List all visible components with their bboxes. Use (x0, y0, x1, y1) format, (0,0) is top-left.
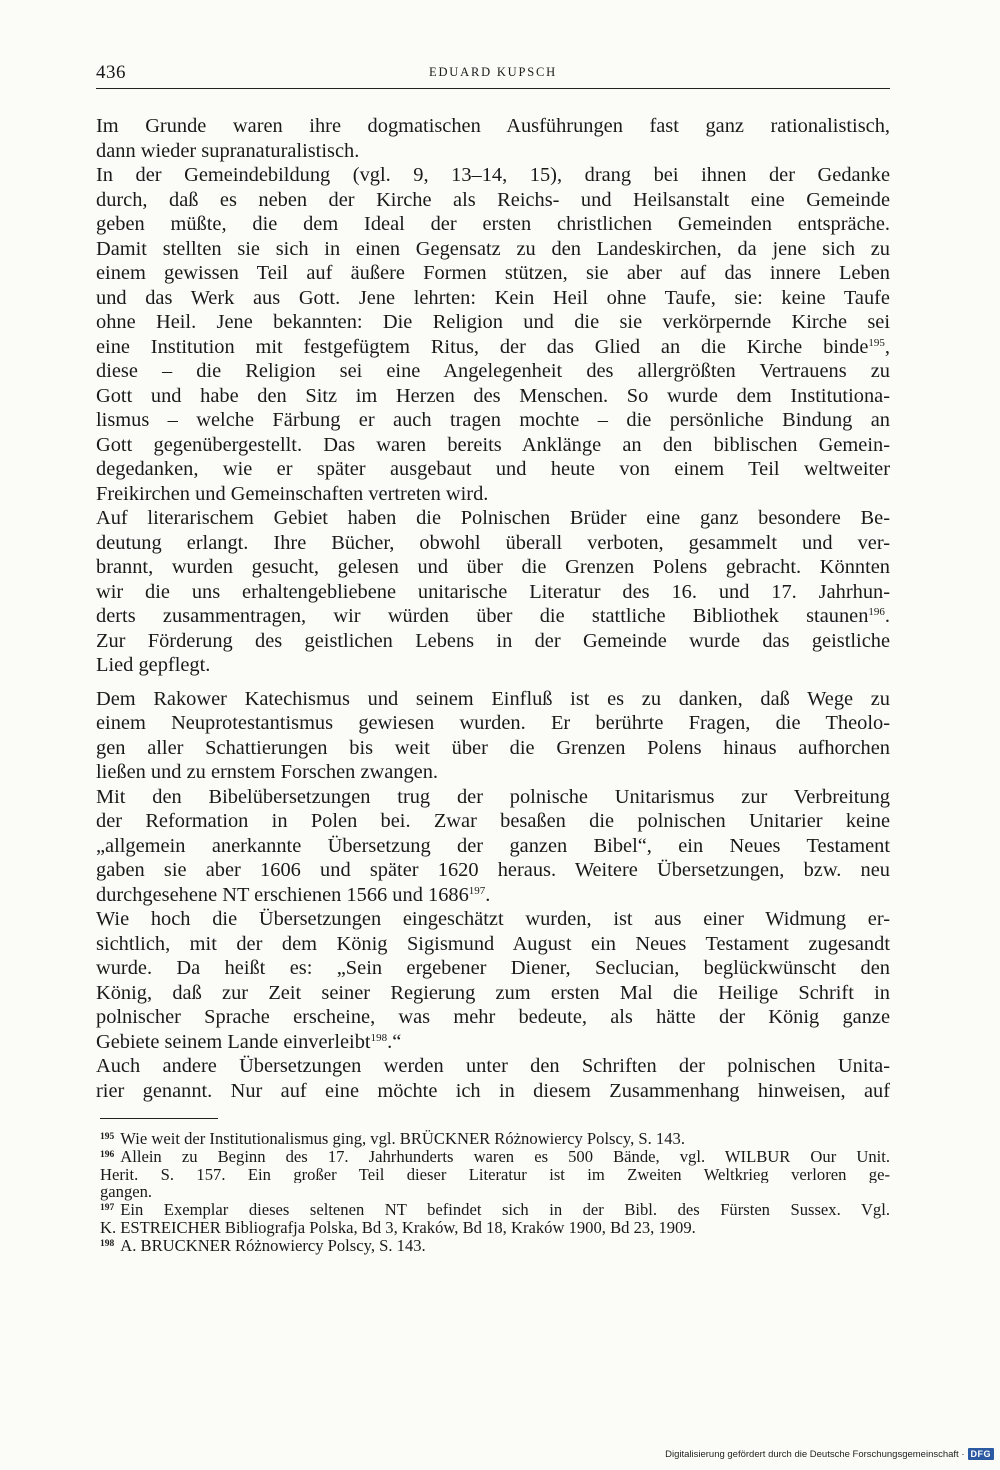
text-line (96, 335, 890, 360)
text-line: deutung erlangt. Ihre Bücher, obwohl überall verboten, gesammelt und ver- (96, 531, 890, 554)
funding-note (665, 1448, 994, 1460)
footnote-text: A. BRUCKNER Różnowiercy Polscy, S. 143. (120, 1236, 426, 1255)
punctuation: , (884, 335, 890, 358)
text-line: rier genannt. Nur auf eine möchte ich in diesem Zusammenhang hinweisen, auf (96, 1079, 890, 1102)
footnote-line: gangen. (100, 1183, 153, 1202)
paragraph (96, 163, 890, 506)
text-line: „allgemein anerkannte Übersetzung der ganzen Bibel“, ein Neues Testament (96, 834, 890, 857)
footnote-line: K. ESTREICHER Bibliografja Polska, Bd 3, Kraków, Bd 18, Kraków 1900, Bd 23, 1909. (100, 1218, 696, 1237)
text-line: ließen und zu ernstem Forschen zwangen. (96, 761, 439, 783)
punctuation: . (485, 883, 491, 906)
footnote-line (100, 1148, 890, 1166)
text-line: der Reformation in Polen bei. Zwar besaßen die polnischen Unitarier keine (96, 810, 890, 832)
main-text (96, 114, 890, 1103)
text-line: Mit den Bibelübersetzungen trug der polnische Unitarismus zur Verbreitung (96, 785, 890, 808)
footnote-mark: 195 (100, 1132, 115, 1142)
running-title: EDUARD KUPSCH (429, 65, 557, 79)
footnote-text: Wie weit der Institutionalismus ging, vgl. BRÜCKNER Różnowiercy Polscy, S. 143. (120, 1130, 685, 1148)
paragraph (96, 687, 890, 785)
text-line: brannt, wurden gesucht, gelesen und über die Grenzen Polens gebracht. Könnten (96, 556, 890, 578)
text-line: geben müßte, die dem Ideal der ersten christlichen Gemeinden entspräche. (96, 213, 890, 235)
footnote (100, 1148, 890, 1201)
footnote-mark: 197 (100, 1203, 115, 1214)
text-line (96, 604, 890, 629)
text-line: Auf literarischem Gebiet haben die Polnischen Brüder eine ganz besondere Be- (96, 507, 890, 529)
footnote-divider (100, 1118, 218, 1119)
text-line: Zur Förderung des geistlichen Lebens in der Gemeinde wurde das geistliche (96, 629, 890, 652)
text-line: polnischer Sprache erscheine, was mehr bedeute, als hätte der König ganze (96, 1006, 890, 1028)
paragraph (96, 506, 890, 678)
text-line: Gott gegenübergestellt. Das waren bereits Anklänge an den biblischen Gemein- (96, 433, 890, 456)
text-line: Lied gepflegt. (96, 654, 211, 676)
page-number: 436 (96, 62, 126, 83)
text-line: diese – die Religion sei eine Angelegenheit des allergrößten Vertrauens zu (96, 360, 890, 382)
footnote-text: Allein zu Beginn des 17. Jahrhunderts waren es 500 Bände, vgl. WILBUR Our Unit. (120, 1147, 890, 1166)
text-line: lismus – welche Färbung er auch tragen mochte – die persönliche Bindung an (96, 409, 890, 431)
text-line: wurde. Da heißt es: „Sein ergebener Diener, Seclucian, beglückwünscht den (96, 957, 890, 979)
footnote-line (100, 1201, 890, 1219)
text-line: Damit stellten sie sich in einen Gegensatz zu den Landeskirchen, da jene sich zu (96, 237, 890, 260)
footnote-line: Herit. S. 157. Ein großer Teil dieser Literatur ist im Zweiten Weltkrieg verloren ge- (100, 1165, 890, 1184)
punctuation: .“ (387, 1030, 402, 1053)
footnote-ref: 195 (868, 336, 885, 349)
footnote-ref: 196 (868, 606, 885, 618)
paragraph (96, 907, 890, 1054)
text-segment: Gebiete seinem Lande einverleibt (96, 1030, 371, 1053)
footnote-line (100, 1237, 890, 1255)
text-line: durch, daß es neben der Kirche als Reichs- und Heilsanstalt eine Gemeinde (96, 188, 890, 211)
text-line: degedanken, wie er später ausgebaut und heute von einem Teil weltweiter (96, 458, 890, 480)
text-line: dann wieder supranaturalistisch. (96, 139, 360, 162)
punctuation: . (884, 605, 890, 627)
footnotes (100, 1130, 890, 1255)
text-line: Im Grunde waren ihre dogmatischen Ausführungen fast ganz rationalistisch, (96, 115, 890, 137)
text-line: sichtlich, mit der dem König Sigismund August ein Neues Testament zugesandt (96, 932, 890, 955)
dfg-logo: DFG (968, 1448, 995, 1460)
footnote-ref: 198 (370, 1031, 388, 1044)
text-segment: derts zusammentragen, wir würden über die stattliche Bibliothek staunen (96, 605, 869, 627)
text-line: König, daß zur Zeit seiner Regierung zum ersten Mal die Heilige Schrift in (96, 981, 890, 1004)
text-line: Wie hoch die Übersetzungen eingeschätzt wurden, ist aus einer Widmung er- (96, 908, 890, 930)
paragraph (96, 114, 890, 163)
text-line: ohne Heil. Jene bekannten: Die Religion und die sie verkörpernde Kirche sei (96, 311, 890, 333)
funding-text: Digitalisierung gefördert durch die Deutsche Forschungsgemeinschaft · (665, 1448, 965, 1460)
text-line: wir die uns erhaltengebliebene unitarische Literatur des 16. und 17. Jahrhun- (96, 580, 890, 603)
footnote (100, 1201, 890, 1237)
text-segment: durchgesehene NT erschienen 1566 und 1686 (96, 883, 469, 906)
text-line: einem Neuprotestantismus gewiesen wurden. Er berührte Fragen, die Theolo- (96, 712, 890, 734)
text-line: Dem Rakower Katechismus und seinem Einfluß ist es zu danken, daß Wege zu (96, 687, 890, 710)
footnote-line (100, 1130, 890, 1148)
text-line (96, 1030, 890, 1055)
footnote-text: Ein Exemplar dieses seltenen NT befindet sich in der Bibl. des Fürsten Sussex. Vgl. (120, 1201, 890, 1219)
text-line: Auch andere Übersetzungen werden unter den Schriften der polnischen Unita- (96, 1055, 890, 1077)
footnote (100, 1237, 890, 1255)
paragraph (96, 785, 890, 908)
footnote (100, 1130, 890, 1148)
text-line: gaben sie aber 1606 und später 1620 heraus. Weitere Übersetzungen, bzw. neu (96, 859, 890, 881)
text-line: Gott und habe den Sitz im Herzen des Menschen. So wurde dem Institutiona- (96, 384, 890, 407)
text-line (96, 883, 890, 908)
footnote-ref: 197 (468, 884, 486, 897)
text-line: Freikirchen und Gemeinschaften vertreten wird. (96, 482, 489, 505)
text-line: In der Gemeindebildung (vgl. 9, 13–14, 15), drang bei ihnen der Gedanke (96, 164, 890, 186)
text-segment: eine Institution mit festgefügtem Ritus, der das Glied an die Kirche binde (96, 335, 869, 358)
footnote-mark: 198 (100, 1238, 115, 1249)
text-line: und das Werk aus Gott. Jene lehrten: Kein Heil ohne Taufe, sie: keine Taufe (96, 286, 890, 309)
footnote-mark: 196 (100, 1149, 115, 1160)
paragraph (96, 1054, 890, 1103)
page-header (96, 62, 890, 89)
text-line: einem gewissen Teil auf äußere Formen stützen, sie aber auf das innere Leben (96, 262, 890, 284)
text-line: gen aller Schattierungen bis weit über die Grenzen Polens hinaus aufhorchen (96, 736, 890, 759)
